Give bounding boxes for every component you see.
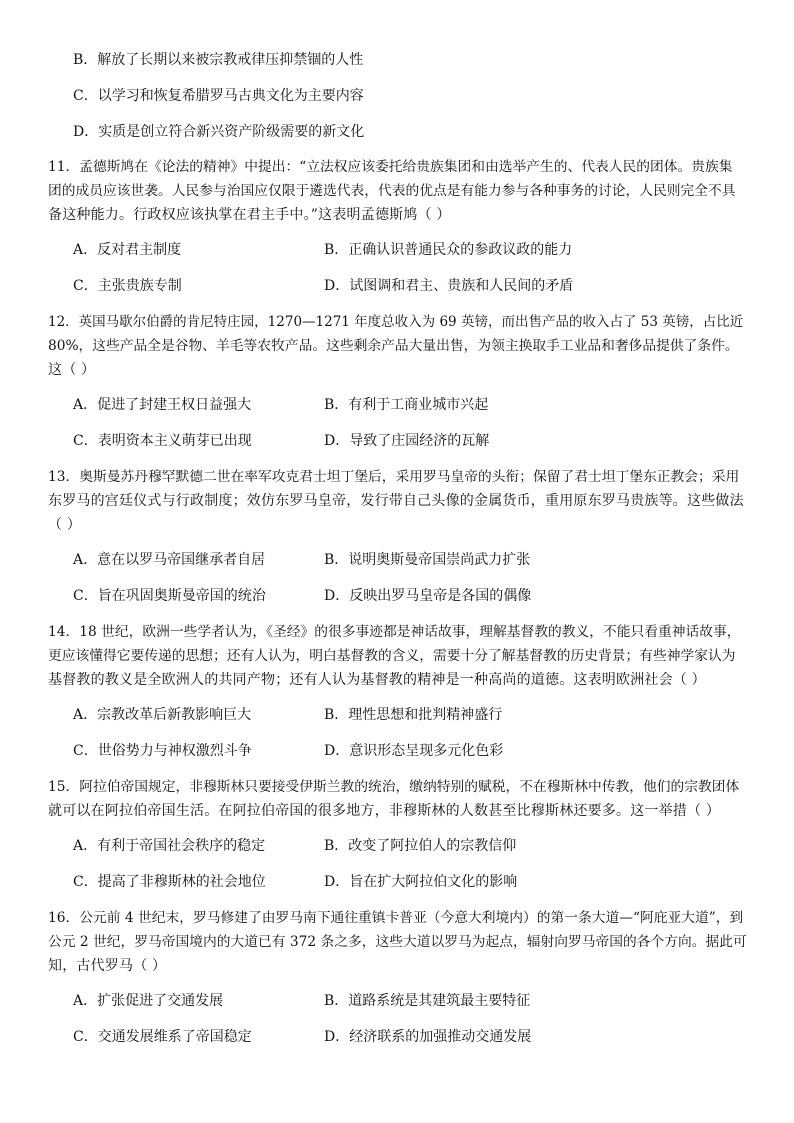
option-d: D．意识形态呈现多元化色彩 [324,743,504,759]
option-d: D．实质是创立符合新兴资产阶级需要的新文化 [73,124,365,140]
option-d: D．经济联系的加强推动交通发展 [324,1029,532,1045]
option-c: C．交通发展维系了帝国稳定 [73,1029,252,1045]
question-stem-line: 更应该懂得它要传递的思想；还有人认为，明白基督教的含义，需要十分了解基督教的历史背景；有些神学家认为 [48,648,736,664]
question-stem-line: 13．奥斯曼苏丹穆罕默德二世在率军攻克君士坦丁堡后，采用罗马皇帝的头衔；保留了君士坦丁堡东正教会；采用 [48,469,740,485]
option-b: B．理性思想和批判精神盛行 [324,707,503,723]
question-stem-line: 12．英国马歇尔伯爵的肯尼特庄园，1270—1271 年度总收入为 69 英镑，而出售产品的收入占了 53 英镑，占比近 [48,314,744,330]
option-a: A．宗教改革后新教影响巨大 [73,707,252,723]
option-b: B．改变了阿拉伯人的宗教信仰 [324,838,517,854]
option-c: C．主张贵族专制 [73,278,182,294]
question-stem-line: 团的成员应该世袭。人民参与治国应仅限于遴选代表，代表的优点是有能力参与各种事务的讨论，人民则完全不具 [48,183,736,199]
option-c: C．以学习和恢复希腊罗马古典文化为主要内容 [73,88,364,104]
question-stem-line: （ ） [48,517,82,533]
option-c: C．旨在巩固奥斯曼帝国的统治 [73,588,266,604]
option-a: A．反对君主制度 [73,242,182,258]
option-a: A．扩张促进了交通发展 [73,993,224,1009]
question-stem-line: 这（ ） [48,362,96,378]
option-b: B．正确认识普通民众的参政议政的能力 [324,242,573,258]
question-stem-line: 东罗马的宫廷仪式与行政制度；效仿东罗马皇帝，发行带自己头像的金属货币，重用原东罗马贵族等。这些做法 [48,493,744,509]
option-d: D．试图调和君主、贵族和人民间的矛盾 [324,278,574,294]
option-a: A．促进了封建王权日益强大 [73,397,252,413]
option-b: B．道路系统是其建筑最主要特征 [324,993,531,1009]
option-c: C．世俗势力与神权激烈斗争 [73,743,252,759]
option-d: D．反映出罗马皇帝是各国的偶像 [324,588,532,604]
option-b: B．解放了长期以来被宗教戒律压抑禁锢的人性 [73,52,364,68]
question-stem-line: 备这种能力。行政权应该执掌在君主手中。”这表明孟德斯鸠（ ） [48,207,451,223]
question-stem-line: 11．孟德斯鸠在《论法的精神》中提出：“立法权应该委托给贵族集团和由选举产生的、代表人民的团体。贵族集 [48,159,733,175]
question-stem-line: 15．阿拉伯帝国规定，非穆斯林只要接受伊斯兰教的统治，缴纳特别的赋税，不在穆斯林中传教，他们的宗教团体 [48,779,740,795]
question-stem-line: 16．公元前 4 世纪末，罗马修建了由罗马南下通往重镇卡普亚（今意大利境内）的第一条大道—“阿庇亚大道”，到 [48,910,744,926]
question-stem-line: 基督教的教义是全欧洲人的共同产物；还有人认为基督教的精神是一种高尚的道德。这表明欧洲社会（ ） [48,672,706,688]
option-c: C．表明资本主义萌芽已出现 [73,433,252,449]
option-d: D．导致了庄园经济的瓦解 [324,433,490,449]
option-b: B．说明奥斯曼帝国崇尚武力扩张 [324,552,531,568]
question-stem-line: 14．18 世纪，欧洲一些学者认为，《圣经》的很多事迹都是神话故事，理解基督教的教义，不能只看重神话故事， [48,624,741,640]
option-a: A．意在以罗马帝国继承者自居 [73,552,266,568]
option-d: D．旨在扩大阿拉伯文化的影响 [324,874,518,890]
question-stem-line: 80%，这些产品全是谷物、羊毛等农牧产品。这些剩余产品大量出售，为领主换取手工业品和奢侈品提供了条件。 [48,338,739,354]
question-stem-line: 公元 2 世纪，罗马帝国境内的大道已有 372 条之多，这些大道以罗马为起点，辐射向罗马帝国的各个方向。据此可 [48,934,747,950]
option-c: C．提高了非穆斯林的社会地位 [73,874,266,890]
question-stem-line: 就可以在阿拉伯帝国生活。在阿拉伯帝国的很多地方，非穆斯林的人数甚至比穆斯林还要多。这一举措（ ） [48,803,721,819]
option-a: A．有利于帝国社会秩序的稳定 [73,838,266,854]
question-stem-line: 知，古代罗马（ ） [48,958,167,974]
option-b: B．有利于工商业城市兴起 [324,397,489,413]
